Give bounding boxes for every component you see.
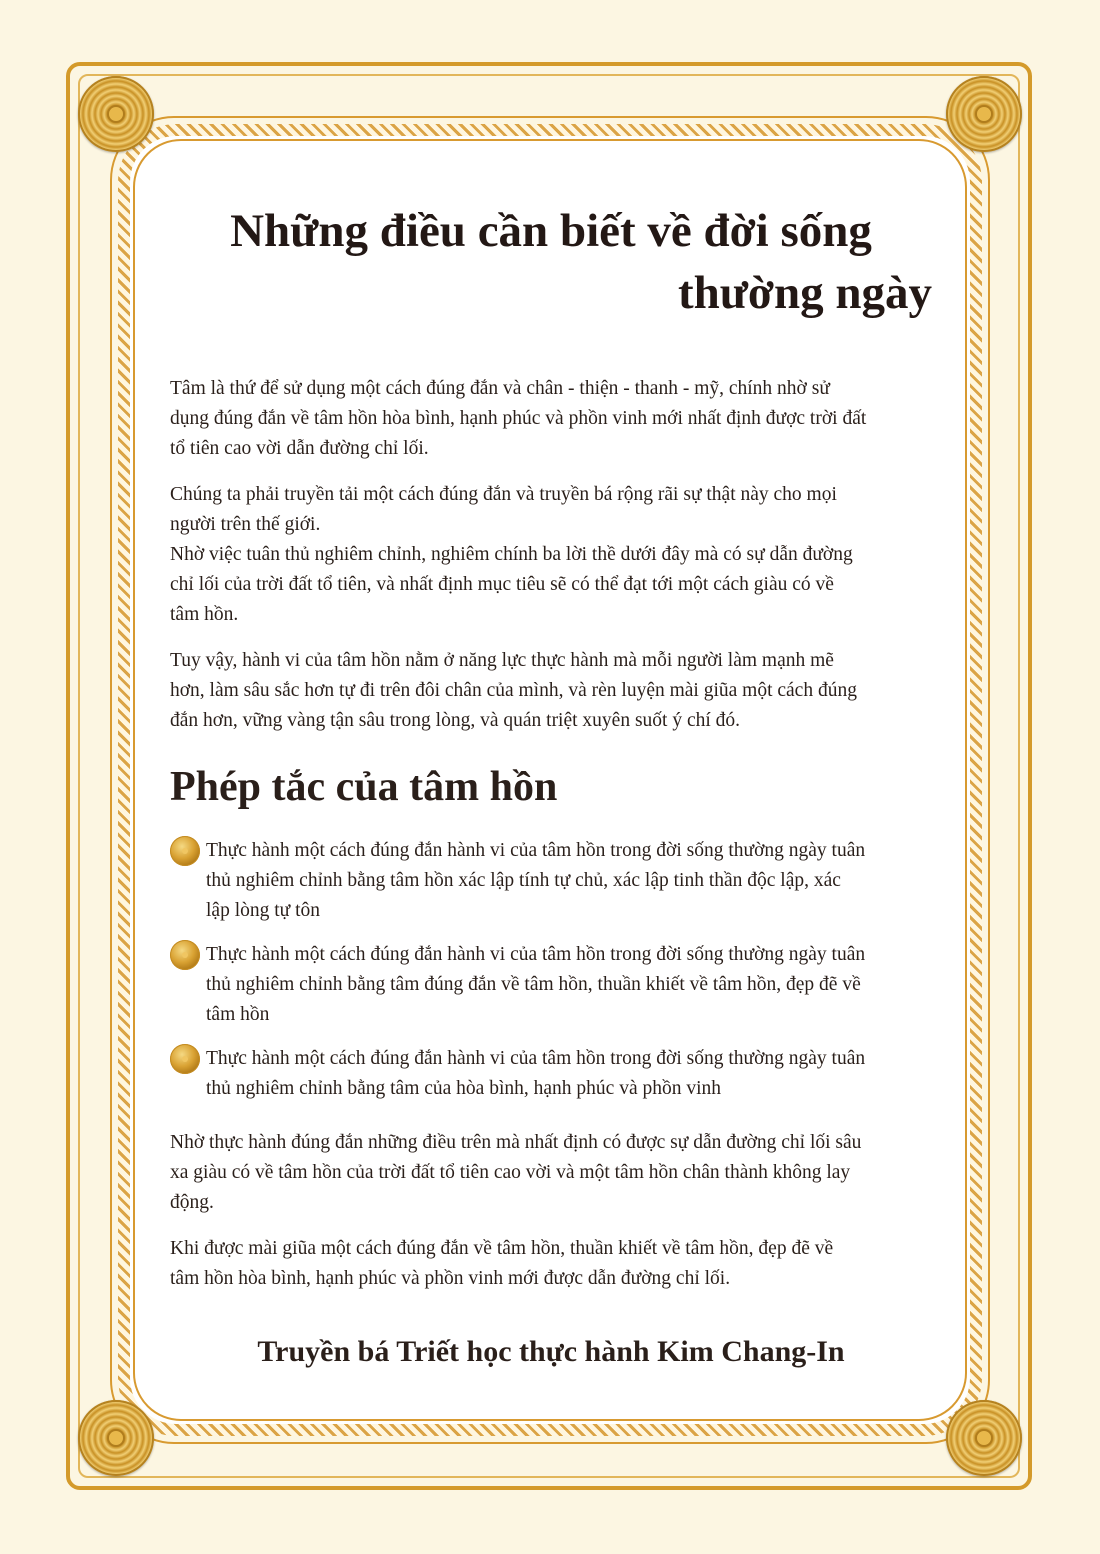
text-line: Tâm là thứ để sử dụng một cách đúng đắn và chân - thiện - thanh - mỹ, chính nhờ sử bbox=[170, 378, 830, 399]
gold-medallion-icon bbox=[78, 1400, 154, 1476]
signature: Truyền bá Triết học thực hành Kim Chang-In bbox=[257, 1335, 845, 1368]
text-line: Thực hành một cách đúng đắn hành vi của tâm hồn trong đời sống thường ngày tuân bbox=[206, 840, 866, 861]
rule-text bbox=[206, 836, 865, 926]
text-line: động. bbox=[170, 1192, 214, 1213]
rule-item bbox=[170, 940, 932, 1030]
text-line: thủ nghiêm chỉnh bằng tâm của hòa bình, hạnh phúc và phồn vinh bbox=[206, 1078, 722, 1099]
rule-text bbox=[206, 940, 865, 1030]
text-line: tâm hồn hòa bình, hạnh phúc và phồn vinh mới được dẫn đường chỉ lối. bbox=[170, 1268, 731, 1289]
text-line: Khi được mài giũa một cách đúng đắn về tâm hồn, thuần khiết về tâm hồn, đẹp đẽ về bbox=[170, 1238, 834, 1259]
closing-paragraph bbox=[170, 1234, 932, 1294]
intro-paragraph bbox=[170, 374, 932, 464]
page-title bbox=[170, 200, 932, 324]
text-line: lập lòng tự tôn bbox=[206, 900, 321, 921]
text-line: tâm hồn bbox=[206, 1004, 270, 1025]
text-line: dụng đúng đắn về tâm hồn hòa bình, hạnh phúc và phồn vinh mới nhất định được trời đất bbox=[170, 408, 867, 429]
text-line: Thực hành một cách đúng đắn hành vi của tâm hồn trong đời sống thường ngày tuân bbox=[206, 944, 866, 965]
text-line: tổ tiên cao vời dẫn đường chỉ lối. bbox=[170, 438, 429, 459]
text-line: hơn, làm sâu sắc hơn tự đi trên đôi chân của mình, và rèn luyện mài giũa một cách đúng bbox=[170, 680, 857, 701]
gold-bullet-icon bbox=[170, 940, 200, 970]
section-heading: Phép tắc của tâm hồn bbox=[170, 764, 558, 810]
text-line: thủ nghiêm chỉnh bằng tâm đúng đắn về tâm hồn, thuần khiết về tâm hồn, đẹp đẽ về bbox=[206, 974, 861, 995]
gold-bullet-icon bbox=[170, 1044, 200, 1074]
gold-bullet-icon bbox=[170, 836, 200, 866]
text-line: Tuy vậy, hành vi của tâm hồn nằm ở năng lực thực hành mà mỗi người làm mạnh mẽ bbox=[170, 650, 834, 671]
text-line: Chúng ta phải truyền tải một cách đúng đắn và truyền bá rộng rãi sự thật này cho mọi bbox=[170, 484, 837, 505]
closing-paragraph bbox=[170, 1128, 932, 1218]
gold-medallion-icon bbox=[78, 76, 154, 152]
page-title-line: thường ngày bbox=[677, 267, 932, 319]
text-line: Nhờ việc tuân thủ nghiêm chỉnh, nghiêm chính ba lời thề dưới đây mà có sự dẫn đường bbox=[170, 544, 853, 565]
document-content bbox=[170, 200, 932, 1372]
text-line: xa giàu có về tâm hồn của trời đất tổ tiên cao vời và một tâm hồn chân thành không lay bbox=[170, 1162, 851, 1183]
body-paragraph bbox=[170, 646, 932, 736]
text-line: Thực hành một cách đúng đắn hành vi của tâm hồn trong đời sống thường ngày tuân bbox=[206, 1048, 866, 1069]
text-line: tâm hồn. bbox=[170, 604, 239, 625]
rule-item bbox=[170, 1044, 932, 1104]
text-line: người trên thế giới. bbox=[170, 514, 321, 535]
gold-medallion-icon bbox=[946, 76, 1022, 152]
body-paragraph bbox=[170, 480, 932, 630]
text-line: Nhờ thực hành đúng đắn những điều trên mà nhất định có được sự dẫn đường chỉ lối sâu bbox=[170, 1132, 862, 1153]
text-line: chỉ lối của trời đất tổ tiên, và nhất định mục tiêu sẽ có thể đạt tới một cách giàu có về bbox=[170, 574, 834, 595]
rule-text bbox=[206, 1044, 865, 1104]
page-title-line: Những điều cần biết về đời sống bbox=[230, 205, 872, 257]
text-line: thủ nghiêm chỉnh bằng tâm hồn xác lập tính tự chủ, xác lập tinh thần độc lập, xác bbox=[206, 870, 841, 891]
text-line: đắn hơn, vững vàng tận sâu trong lòng, và quán triệt xuyên suốt ý chí đó. bbox=[170, 710, 741, 731]
rule-item bbox=[170, 836, 932, 926]
gold-medallion-icon bbox=[946, 1400, 1022, 1476]
